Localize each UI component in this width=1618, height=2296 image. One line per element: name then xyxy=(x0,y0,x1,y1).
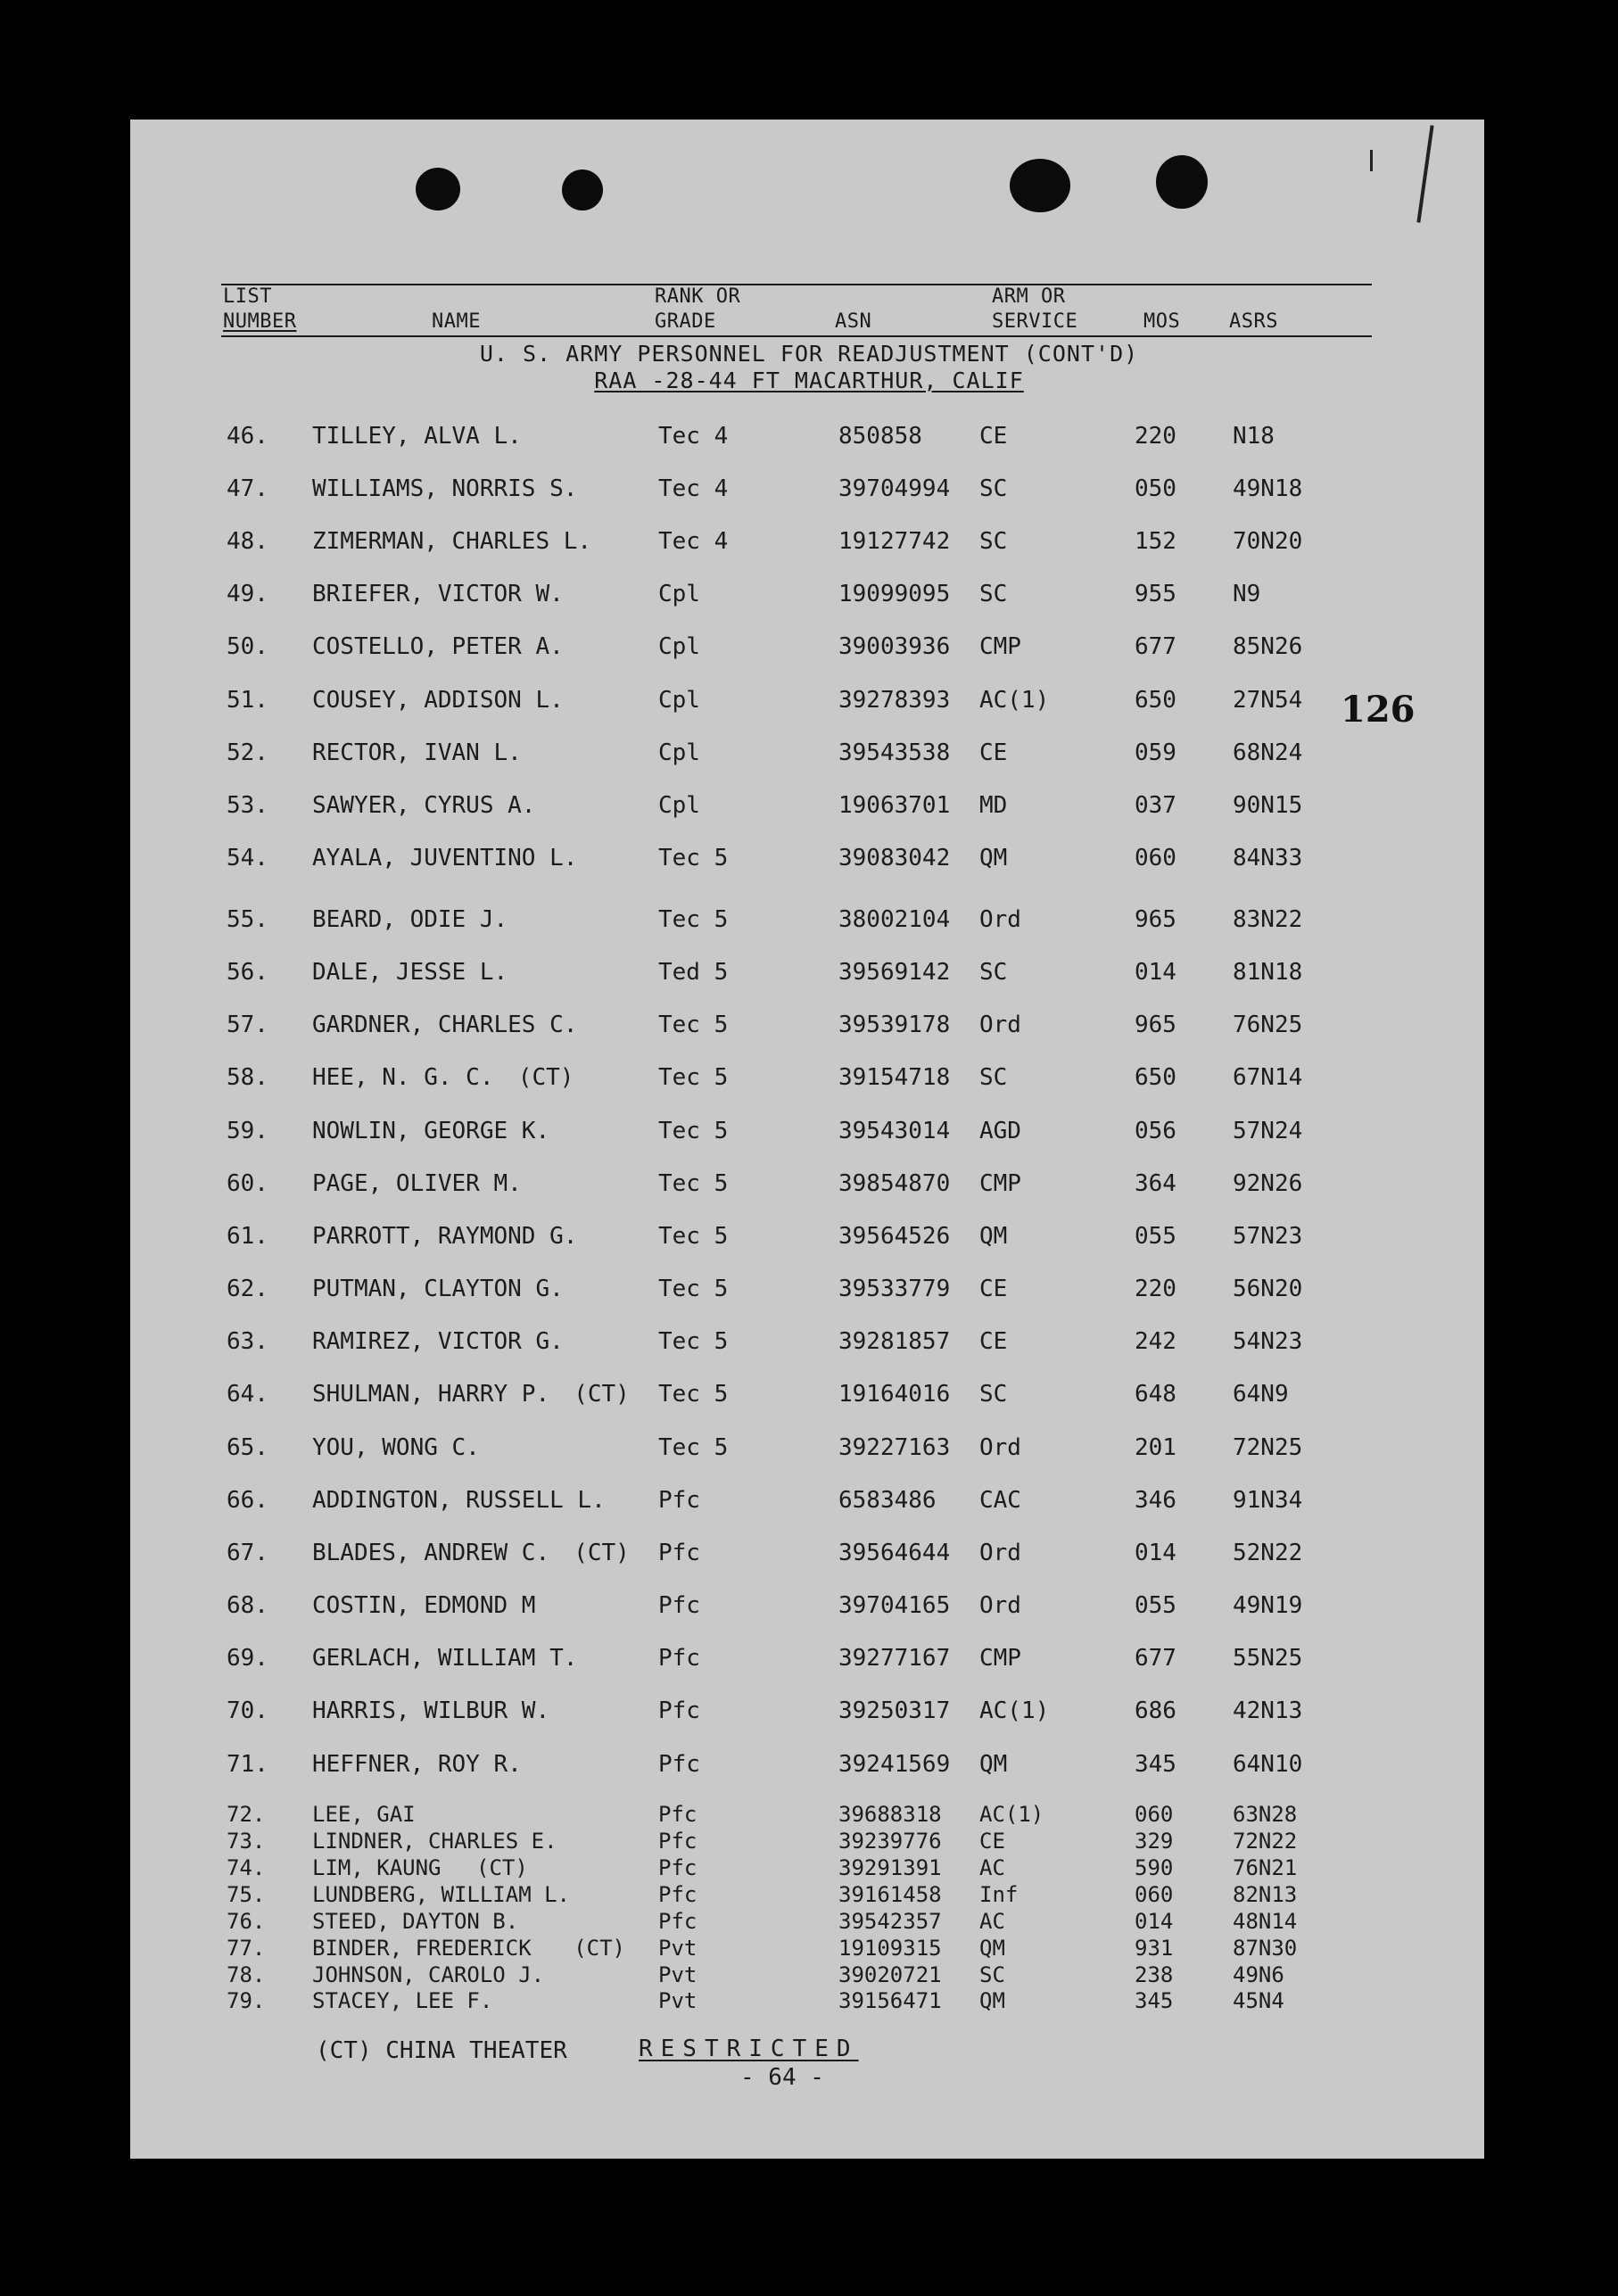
cell-arm: SC xyxy=(979,528,1008,555)
cell-num: 74. xyxy=(227,1855,266,1880)
cell-num: 59. xyxy=(227,1118,268,1144)
cell-asn: 19063701 xyxy=(838,792,951,819)
cell-asrs: 52N22 xyxy=(1233,1540,1303,1566)
cell-asrs: 67N14 xyxy=(1233,1064,1303,1091)
cell-mos: 220 xyxy=(1135,1276,1176,1302)
cell-name: SHULMAN, HARRY P. xyxy=(312,1381,550,1408)
cell-arm: Ord xyxy=(979,1540,1021,1566)
cell-asn: 39688318 xyxy=(838,1802,942,1827)
cell-arm: CE xyxy=(979,1829,1005,1854)
cell-mos: 055 xyxy=(1135,1223,1176,1250)
cell-arm: AGD xyxy=(979,1118,1021,1144)
cell-mos: 965 xyxy=(1135,1012,1176,1038)
cell-arm: CE xyxy=(979,1276,1008,1302)
cell-asrs: 49N19 xyxy=(1233,1592,1303,1619)
cell-asrs: 87N30 xyxy=(1233,1936,1298,1961)
cell-asrs: 64N10 xyxy=(1233,1751,1303,1778)
cell-mos: 014 xyxy=(1135,1540,1176,1566)
cell-mos: 060 xyxy=(1135,845,1176,871)
cell-asn: 39277167 xyxy=(838,1645,951,1672)
cell-asrs: 64N9 xyxy=(1233,1381,1289,1408)
cell-num: 71. xyxy=(227,1751,268,1778)
cell-num: 63. xyxy=(227,1328,268,1355)
cell-num: 55. xyxy=(227,906,268,933)
cell-mos: 345 xyxy=(1135,1751,1176,1778)
cell-rank: Pfc xyxy=(658,1882,698,1907)
cell-name: COSTIN, EDMOND M xyxy=(312,1592,536,1619)
cell-asn: 38002104 xyxy=(838,906,951,933)
cell-asn: 39854870 xyxy=(838,1170,951,1197)
cell-asn: 6583486 xyxy=(838,1487,937,1514)
cell-name: ZIMERMAN, CHARLES L. xyxy=(312,528,592,555)
cell-asrs: 72N22 xyxy=(1233,1829,1298,1854)
cell-rank: Pvt xyxy=(658,1988,698,2013)
cell-num: 60. xyxy=(227,1170,268,1197)
cell-asn: 39539178 xyxy=(838,1012,951,1038)
cell-name: PUTMAN, CLAYTON G. xyxy=(312,1276,564,1302)
cell-num: 76. xyxy=(227,1909,266,1934)
cell-num: 65. xyxy=(227,1434,268,1461)
cell-asrs: 76N25 xyxy=(1233,1012,1303,1038)
cell-rank: Pfc xyxy=(658,1645,700,1672)
cell-asn: 39564644 xyxy=(838,1540,951,1566)
cell-asn: 39154718 xyxy=(838,1064,951,1091)
cell-name: STACEY, LEE F. xyxy=(312,1988,493,2013)
cell-name: BRIEFER, VICTOR W. xyxy=(312,581,564,607)
cell-arm: CE xyxy=(979,423,1008,450)
cell-num: 46. xyxy=(227,423,268,450)
cell-rank: Pfc xyxy=(658,1802,698,1827)
cell-arm: Ord xyxy=(979,906,1021,933)
cell-rank: Cpl xyxy=(658,687,700,714)
cell-rank: Pvt xyxy=(658,1962,698,1987)
cell-num: 61. xyxy=(227,1223,268,1250)
cell-rank: Cpl xyxy=(658,633,700,660)
cell-num: 58. xyxy=(227,1064,268,1091)
cell-asn: 850858 xyxy=(838,423,922,450)
cell-arm: SC xyxy=(979,959,1008,986)
cell-name: LUNDBERG, WILLIAM L. xyxy=(312,1882,570,1907)
cell-name: WILLIAMS, NORRIS S. xyxy=(312,475,578,502)
cell-ct: (CT) xyxy=(574,1381,630,1408)
cell-num: 52. xyxy=(227,739,268,766)
cell-asn: 39239776 xyxy=(838,1829,942,1854)
cell-name: HEFFNER, ROY R. xyxy=(312,1751,522,1778)
header-arm-line2: SERVICE xyxy=(992,310,1078,333)
cell-rank: Tec 5 xyxy=(658,1170,729,1197)
cell-asrs: 55N25 xyxy=(1233,1645,1303,1672)
cell-asn: 39250317 xyxy=(838,1697,951,1724)
cell-rank: Pfc xyxy=(658,1909,698,1934)
cell-ct: (CT) xyxy=(517,1064,574,1091)
cell-arm: Ord xyxy=(979,1592,1021,1619)
cell-asrs: 27N54 xyxy=(1233,687,1303,714)
header-name: NAME xyxy=(432,310,481,333)
cell-asn: 39543014 xyxy=(838,1118,951,1144)
punch-hole xyxy=(562,169,603,211)
cell-name: RECTOR, IVAN L. xyxy=(312,739,522,766)
cell-arm: AC(1) xyxy=(979,1802,1044,1827)
cell-rank: Cpl xyxy=(658,792,700,819)
cell-mos: 014 xyxy=(1135,959,1176,986)
cell-rank: Tec 5 xyxy=(658,1328,729,1355)
cell-num: 56. xyxy=(227,959,268,986)
cell-mos: 590 xyxy=(1135,1855,1174,1880)
cell-name: TILLEY, ALVA L. xyxy=(312,423,522,450)
cell-arm: SC xyxy=(979,1962,1005,1987)
cell-num: 66. xyxy=(227,1487,268,1514)
cell-mos: 965 xyxy=(1135,906,1176,933)
cell-mos: 201 xyxy=(1135,1434,1176,1461)
cell-asrs: 72N25 xyxy=(1233,1434,1303,1461)
cell-asrs: 54N23 xyxy=(1233,1328,1303,1355)
cell-rank: Tec 5 xyxy=(658,1064,729,1091)
cell-rank: Pfc xyxy=(658,1697,700,1724)
cell-asn: 39083042 xyxy=(838,845,951,871)
cell-mos: 242 xyxy=(1135,1328,1176,1355)
cell-rank: Tec 5 xyxy=(658,1012,729,1038)
cell-mos: 152 xyxy=(1135,528,1176,555)
cell-num: 48. xyxy=(227,528,268,555)
cell-rank: Tec 4 xyxy=(658,475,729,502)
punch-hole xyxy=(1010,159,1070,212)
cell-arm: CMP xyxy=(979,1170,1021,1197)
footer-note: (CT) CHINA THEATER xyxy=(316,2037,567,2064)
cell-arm: QM xyxy=(979,845,1008,871)
header-list-number-line2: NUMBER xyxy=(223,310,297,333)
cell-mos: 650 xyxy=(1135,1064,1176,1091)
cell-asrs: 57N23 xyxy=(1233,1223,1303,1250)
cell-rank: Tec 5 xyxy=(658,1118,729,1144)
cell-rank: Tec 5 xyxy=(658,1276,729,1302)
cell-mos: 686 xyxy=(1135,1697,1176,1724)
scan-mark xyxy=(1370,150,1373,171)
cell-asrs: 57N24 xyxy=(1233,1118,1303,1144)
cell-asn: 19099095 xyxy=(838,581,951,607)
header-asn: ASN xyxy=(835,310,872,333)
cell-rank: Tec 5 xyxy=(658,1223,729,1250)
cell-asn: 39281857 xyxy=(838,1328,951,1355)
cell-ct: (CT) xyxy=(574,1936,625,1961)
cell-ct: (CT) xyxy=(574,1540,630,1566)
cell-name: HEE, N. G. C. xyxy=(312,1064,494,1091)
cell-rank: Cpl xyxy=(658,739,700,766)
cell-arm: SC xyxy=(979,1381,1008,1408)
cell-asn: 39161458 xyxy=(838,1882,942,1907)
cell-rank: Tec 5 xyxy=(658,906,729,933)
punch-hole xyxy=(1156,155,1208,209)
document-title: U. S. ARMY PERSONNEL FOR READJUSTMENT (CONT'D) xyxy=(479,341,1139,367)
cell-arm: CMP xyxy=(979,633,1021,660)
cell-num: 47. xyxy=(227,475,268,502)
cell-arm: QM xyxy=(979,1988,1005,2013)
cell-arm: Inf xyxy=(979,1882,1019,1907)
cell-name: RAMIREZ, VICTOR G. xyxy=(312,1328,564,1355)
cell-arm: AC xyxy=(979,1909,1005,1934)
cell-arm: Ord xyxy=(979,1012,1021,1038)
cell-asn: 39533779 xyxy=(838,1276,951,1302)
cell-num: 57. xyxy=(227,1012,268,1038)
cell-asn: 39564526 xyxy=(838,1223,951,1250)
cell-asrs: 49N18 xyxy=(1233,475,1303,502)
cell-asrs: 92N26 xyxy=(1233,1170,1303,1197)
cell-arm: SC xyxy=(979,581,1008,607)
cell-name: SAWYER, CYRUS A. xyxy=(312,792,536,819)
cell-asn: 39020721 xyxy=(838,1962,942,1987)
cell-asrs: 48N14 xyxy=(1233,1909,1298,1934)
cell-arm: QM xyxy=(979,1936,1005,1961)
cell-arm: CMP xyxy=(979,1645,1021,1672)
cell-name: YOU, WONG C. xyxy=(312,1434,480,1461)
cell-asn: 19164016 xyxy=(838,1381,951,1408)
header-bottom-rule xyxy=(221,335,1372,337)
cell-num: 69. xyxy=(227,1645,268,1672)
cell-rank: Pfc xyxy=(658,1751,700,1778)
cell-num: 68. xyxy=(227,1592,268,1619)
cell-mos: 238 xyxy=(1135,1962,1174,1987)
cell-asrs: 56N20 xyxy=(1233,1276,1303,1302)
cell-name: AYALA, JUVENTINO L. xyxy=(312,845,578,871)
cell-asn: 39569142 xyxy=(838,959,951,986)
cell-num: 64. xyxy=(227,1381,268,1408)
cell-rank: Pfc xyxy=(658,1487,700,1514)
cell-asn: 19127742 xyxy=(838,528,951,555)
cell-mos: 055 xyxy=(1135,1592,1176,1619)
cell-name: GERLACH, WILLIAM T. xyxy=(312,1645,578,1672)
cell-num: 70. xyxy=(227,1697,268,1724)
cell-asrs: 91N34 xyxy=(1233,1487,1303,1514)
cell-rank: Tec 4 xyxy=(658,423,729,450)
cell-mos: 059 xyxy=(1135,739,1176,766)
cell-name: COUSEY, ADDISON L. xyxy=(312,687,564,714)
cell-mos: 060 xyxy=(1135,1802,1174,1827)
cell-arm: AC(1) xyxy=(979,687,1050,714)
cell-asn: 39543538 xyxy=(838,739,951,766)
cell-name: BLADES, ANDREW C. xyxy=(312,1540,550,1566)
cell-mos: 955 xyxy=(1135,581,1176,607)
cell-num: 62. xyxy=(227,1276,268,1302)
cell-mos: 650 xyxy=(1135,687,1176,714)
header-rank-line1: RANK OR xyxy=(655,285,741,308)
cell-mos: 037 xyxy=(1135,792,1176,819)
cell-rank: Tec 4 xyxy=(658,528,729,555)
cell-asrs: 81N18 xyxy=(1233,959,1303,986)
cell-name: ADDINGTON, RUSSELL L. xyxy=(312,1487,606,1514)
cell-num: 49. xyxy=(227,581,268,607)
cell-rank: Pfc xyxy=(658,1855,698,1880)
cell-num: 73. xyxy=(227,1829,266,1854)
cell-asrs: 85N26 xyxy=(1233,633,1303,660)
cell-name: JOHNSON, CAROLO J. xyxy=(312,1962,545,1987)
cell-name: BEARD, ODIE J. xyxy=(312,906,508,933)
cell-num: 79. xyxy=(227,1988,266,2013)
cell-asrs: N9 xyxy=(1233,581,1261,607)
cell-mos: 677 xyxy=(1135,633,1176,660)
header-top-rule xyxy=(221,284,1372,285)
cell-name: PAGE, OLIVER M. xyxy=(312,1170,522,1197)
cell-num: 75. xyxy=(227,1882,266,1907)
cell-mos: 648 xyxy=(1135,1381,1176,1408)
cell-num: 78. xyxy=(227,1962,266,1987)
cell-rank: Pfc xyxy=(658,1540,700,1566)
cell-name: LINDNER, CHARLES E. xyxy=(312,1829,557,1854)
cell-asn: 39003936 xyxy=(838,633,951,660)
header-list-number-line1: LIST xyxy=(223,285,272,308)
cell-asrs: 63N28 xyxy=(1233,1802,1298,1827)
cell-rank: Pvt xyxy=(658,1936,698,1961)
cell-arm: CE xyxy=(979,1328,1008,1355)
header-rank-line2: GRADE xyxy=(655,310,716,333)
cell-asrs: 49N6 xyxy=(1233,1962,1284,1987)
header-arm-line1: ARM OR xyxy=(992,285,1066,308)
cell-arm: MD xyxy=(979,792,1008,819)
cell-mos: 014 xyxy=(1135,1909,1174,1934)
handwritten-page-number: 126 xyxy=(1341,689,1416,731)
cell-rank: Tec 5 xyxy=(658,1381,729,1408)
cell-asrs: 82N13 xyxy=(1233,1882,1298,1907)
cell-asrs: 70N20 xyxy=(1233,528,1303,555)
cell-asrs: 42N13 xyxy=(1233,1697,1303,1724)
cell-arm: SC xyxy=(979,475,1008,502)
cell-asrs: 90N15 xyxy=(1233,792,1303,819)
cell-asrs: N18 xyxy=(1233,423,1275,450)
classification-marking: RESTRICTED xyxy=(639,2036,859,2062)
cell-asrs: 76N21 xyxy=(1233,1855,1298,1880)
cell-mos: 931 xyxy=(1135,1936,1174,1961)
page-number: - 64 - xyxy=(740,2064,824,2091)
cell-arm: QM xyxy=(979,1751,1008,1778)
cell-name: LIM, KAUNG xyxy=(312,1855,442,1880)
cell-arm: AC xyxy=(979,1855,1005,1880)
cell-num: 67. xyxy=(227,1540,268,1566)
cell-mos: 050 xyxy=(1135,475,1176,502)
cell-mos: 220 xyxy=(1135,423,1176,450)
cell-name: NOWLIN, GEORGE K. xyxy=(312,1118,550,1144)
cell-num: 77. xyxy=(227,1936,266,1961)
header-mos: MOS xyxy=(1143,310,1181,333)
cell-rank: Pfc xyxy=(658,1829,698,1854)
cell-arm: CAC xyxy=(979,1487,1021,1514)
cell-mos: 056 xyxy=(1135,1118,1176,1144)
cell-num: 53. xyxy=(227,792,268,819)
cell-name: DALE, JESSE L. xyxy=(312,959,508,986)
cell-asn: 39278393 xyxy=(838,687,951,714)
cell-name: GARDNER, CHARLES C. xyxy=(312,1012,578,1038)
cell-name: COSTELLO, PETER A. xyxy=(312,633,564,660)
cell-arm: CE xyxy=(979,739,1008,766)
cell-asrs: 68N24 xyxy=(1233,739,1303,766)
cell-arm: Ord xyxy=(979,1434,1021,1461)
cell-mos: 060 xyxy=(1135,1882,1174,1907)
cell-mos: 346 xyxy=(1135,1487,1176,1514)
cell-num: 50. xyxy=(227,633,268,660)
punch-hole xyxy=(416,168,460,211)
cell-rank: Ted 5 xyxy=(658,959,729,986)
cell-asn: 39704994 xyxy=(838,475,951,502)
cell-num: 72. xyxy=(227,1802,266,1827)
cell-mos: 364 xyxy=(1135,1170,1176,1197)
header-asrs: ASRS xyxy=(1229,310,1278,333)
cell-asn: 39704165 xyxy=(838,1592,951,1619)
cell-asrs: 84N33 xyxy=(1233,845,1303,871)
cell-asn: 39241569 xyxy=(838,1751,951,1778)
cell-rank: Tec 5 xyxy=(658,1434,729,1461)
cell-name: BINDER, FREDERICK xyxy=(312,1936,532,1961)
cell-arm: AC(1) xyxy=(979,1697,1050,1724)
cell-rank: Tec 5 xyxy=(658,845,729,871)
cell-asn: 19109315 xyxy=(838,1936,942,1961)
cell-num: 51. xyxy=(227,687,268,714)
cell-asrs: 83N22 xyxy=(1233,906,1303,933)
cell-arm: QM xyxy=(979,1223,1008,1250)
cell-rank: Cpl xyxy=(658,581,700,607)
cell-mos: 329 xyxy=(1135,1829,1174,1854)
cell-asrs: 45N4 xyxy=(1233,1988,1284,2013)
cell-name: PARROTT, RAYMOND G. xyxy=(312,1223,578,1250)
cell-asn: 39156471 xyxy=(838,1988,942,2013)
cell-ct: (CT) xyxy=(476,1855,528,1880)
cell-asn: 39542357 xyxy=(838,1909,942,1934)
cell-asn: 39291391 xyxy=(838,1855,942,1880)
cell-rank: Pfc xyxy=(658,1592,700,1619)
cell-mos: 345 xyxy=(1135,1988,1174,2013)
cell-arm: SC xyxy=(979,1064,1008,1091)
cell-asn: 39227163 xyxy=(838,1434,951,1461)
cell-mos: 677 xyxy=(1135,1645,1176,1672)
document-subtitle: RAA -28-44 FT MACARTHUR, CALIF xyxy=(594,368,1024,393)
cell-num: 54. xyxy=(227,845,268,871)
cell-name: HARRIS, WILBUR W. xyxy=(312,1697,550,1724)
cell-name: STEED, DAYTON B. xyxy=(312,1909,519,1934)
cell-name: LEE, GAI xyxy=(312,1802,416,1827)
